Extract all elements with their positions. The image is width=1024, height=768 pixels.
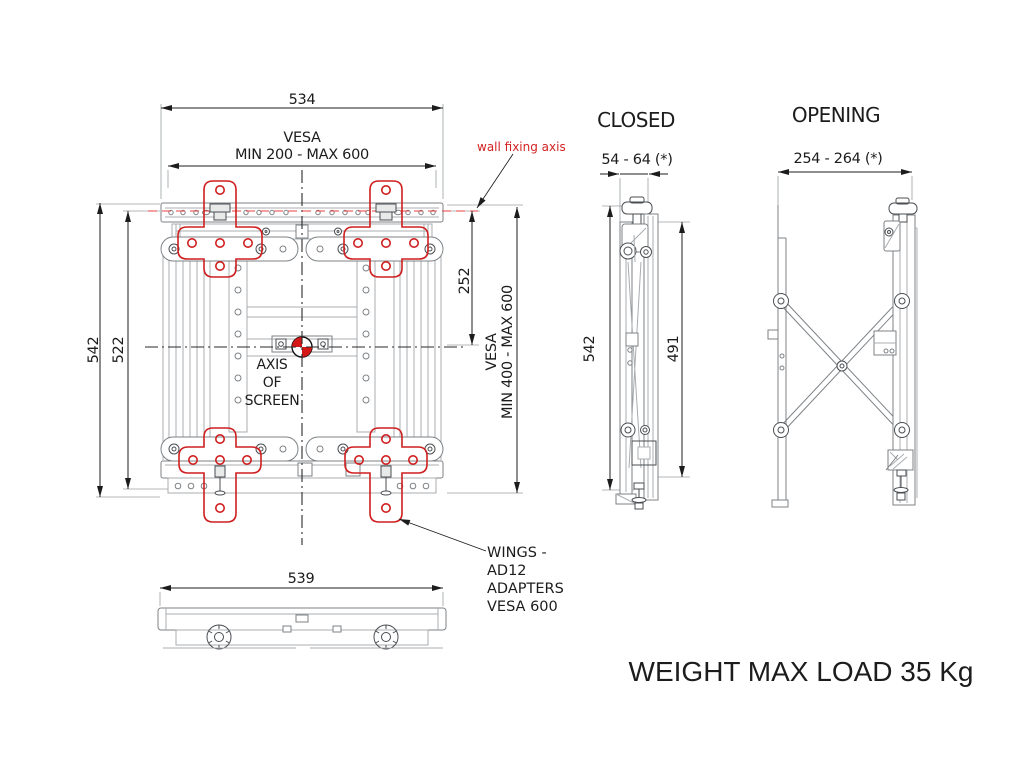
- opening-extension-lines: [778, 176, 912, 205]
- closed-title: CLOSED: [597, 108, 675, 132]
- front-dim-252: 252: [457, 267, 473, 295]
- closed-dim-depth: 54 - 64 (*): [601, 152, 673, 168]
- front-vesa-horizontal-label-1: VESA: [283, 130, 321, 146]
- front-view: [86, 92, 566, 545]
- front-dim-522: 522: [111, 336, 127, 364]
- opening-view: [768, 103, 917, 507]
- opening-dim-depth: 254 - 264 (*): [793, 151, 883, 167]
- wall-fixing-axis-label: wall fixing axis: [477, 140, 566, 154]
- opening-body: [768, 198, 917, 507]
- max-load-label: WEIGHT MAX LOAD 35 Kg: [628, 656, 974, 687]
- front-vesa-vertical-label-2: MIN 400 - MAX 600: [500, 285, 516, 419]
- front-vesa-vertical-label-1: VESA: [484, 333, 500, 371]
- wings-note-line4: VESA 600: [487, 599, 558, 615]
- axis-label-line2: OF: [262, 375, 282, 391]
- axis-label-line3: SCREEN: [244, 393, 300, 409]
- wings-note-line3: ADAPTERS: [487, 581, 564, 597]
- right-column-assembly: [357, 250, 441, 460]
- opening-title: OPENING: [791, 103, 881, 127]
- closed-dim-542: 542: [582, 335, 598, 363]
- locking-knob-closed: [622, 202, 652, 214]
- bottom-view: [158, 571, 446, 649]
- wings-note-line2: AD12: [487, 563, 527, 579]
- wings-note: [399, 519, 564, 615]
- closed-view: [582, 108, 690, 509]
- front-dim-534: 534: [288, 92, 316, 108]
- locking-knob-opening: [889, 203, 917, 214]
- closed-dim-491: 491: [666, 335, 682, 363]
- closed-body: [616, 197, 658, 509]
- wings-note-leader: [399, 519, 486, 551]
- front-vesa-horizontal-label-2: MIN 200 - MAX 600: [235, 147, 369, 163]
- bottom-body: [158, 608, 446, 649]
- bottom-extension-lines: [160, 592, 443, 606]
- axis-label-line1: AXIS: [256, 357, 288, 373]
- axis-of-screen-label: [245, 357, 300, 409]
- bottom-dim-539: 539: [287, 571, 315, 587]
- wings-note-line1: WINGS -: [487, 545, 547, 561]
- front-dim-542: 542: [86, 336, 102, 364]
- wall-fixing-axis-leader: [477, 154, 513, 208]
- left-column-assembly: [163, 250, 247, 460]
